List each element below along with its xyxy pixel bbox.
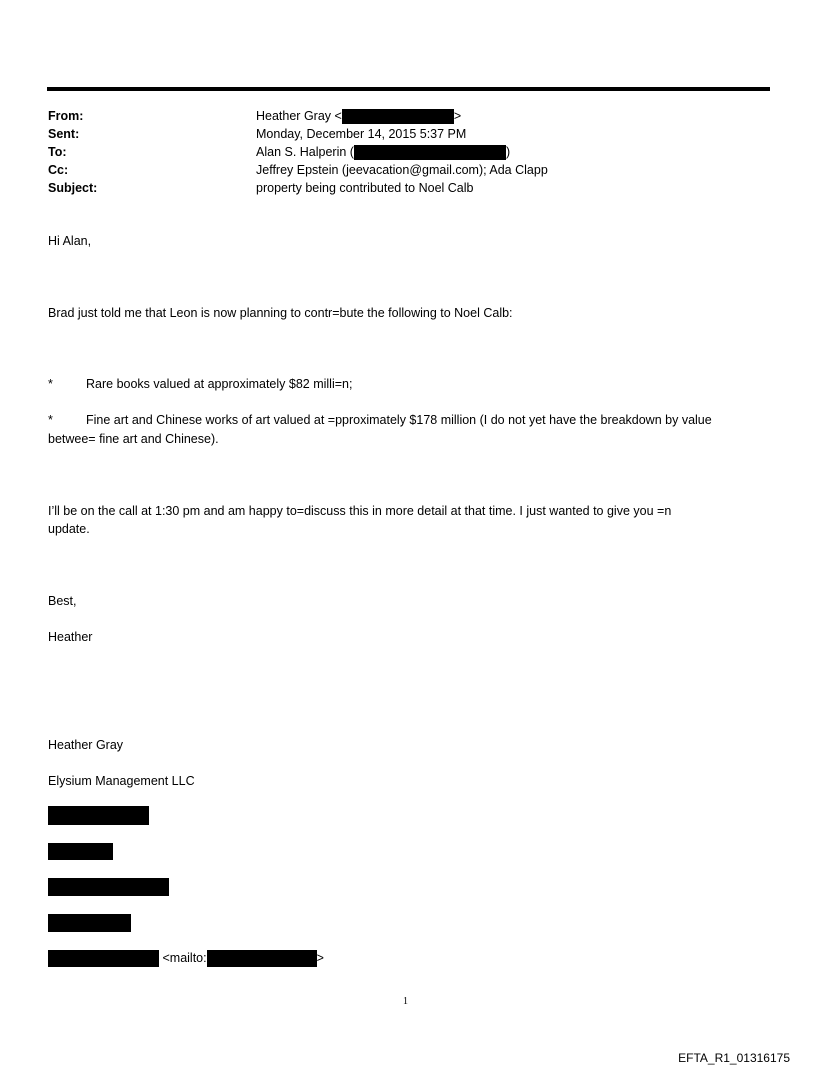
- to-value: [256, 143, 510, 161]
- cc-label: Cc:: [48, 163, 69, 177]
- signature-company: Elysium Management LLC: [48, 774, 195, 788]
- signature-name: Heather Gray: [48, 738, 124, 752]
- from-name: Heather Gray <: [256, 109, 342, 123]
- cc-value: Jeffrey Epstein (jeevacation@gmail.com); Ada Clapp: [256, 163, 548, 177]
- bullet-text-continuation: betwee= fine art and Chinese).: [48, 432, 219, 446]
- header-rule: [47, 87, 770, 91]
- bullet-text: Fine art and Chinese works of art valued at =pproximately $178 million (I do not yet have the breakdown by value: [86, 413, 712, 427]
- redaction-block: [48, 843, 113, 860]
- to-name: Alan S. Halperin (: [256, 145, 354, 159]
- signoff: Heather: [48, 630, 93, 644]
- redaction-block: [354, 145, 506, 160]
- redaction-block: [48, 950, 159, 967]
- redaction-block: [48, 914, 131, 932]
- sent-label: Sent:: [48, 127, 80, 141]
- greeting: Hi Alan,: [48, 234, 92, 248]
- to-label: To:: [48, 145, 67, 159]
- bullet-marker: *: [48, 377, 53, 391]
- page-number: 1: [403, 996, 408, 1007]
- closing: Best,: [48, 594, 77, 608]
- bullet-text: Rare books valued at approximately $82 milli=n;: [86, 377, 353, 391]
- signature-email-line: [48, 950, 324, 967]
- to-end: ): [505, 145, 511, 159]
- from-value: [256, 107, 461, 125]
- redaction-block: [48, 806, 149, 825]
- redaction-block: [48, 878, 169, 896]
- paragraph-line: update.: [48, 522, 90, 536]
- mailto-prefix: <mailto:: [162, 951, 207, 965]
- paragraph-line: I’ll be on the call at 1:30 pm and am happy to=discuss this in more detail at that time. I just wanted to give you =n: [48, 504, 672, 518]
- sent-value: Monday, December 14, 2015 5:37 PM: [256, 127, 467, 141]
- document-id: EFTA_R1_01316175: [678, 1051, 790, 1065]
- mailto-suffix: >: [316, 951, 324, 965]
- redaction-block: [207, 950, 317, 967]
- intro-paragraph: Brad just told me that Leon is now planning to contr=bute the following to Noel Calb:: [48, 306, 513, 320]
- bullet-marker: *: [48, 413, 53, 427]
- subject-value: property being contributed to Noel Calb: [256, 181, 474, 195]
- from-end: >: [453, 109, 462, 123]
- redaction-block: [342, 109, 454, 124]
- subject-label: Subject:: [48, 181, 98, 195]
- from-label: From:: [48, 109, 84, 123]
